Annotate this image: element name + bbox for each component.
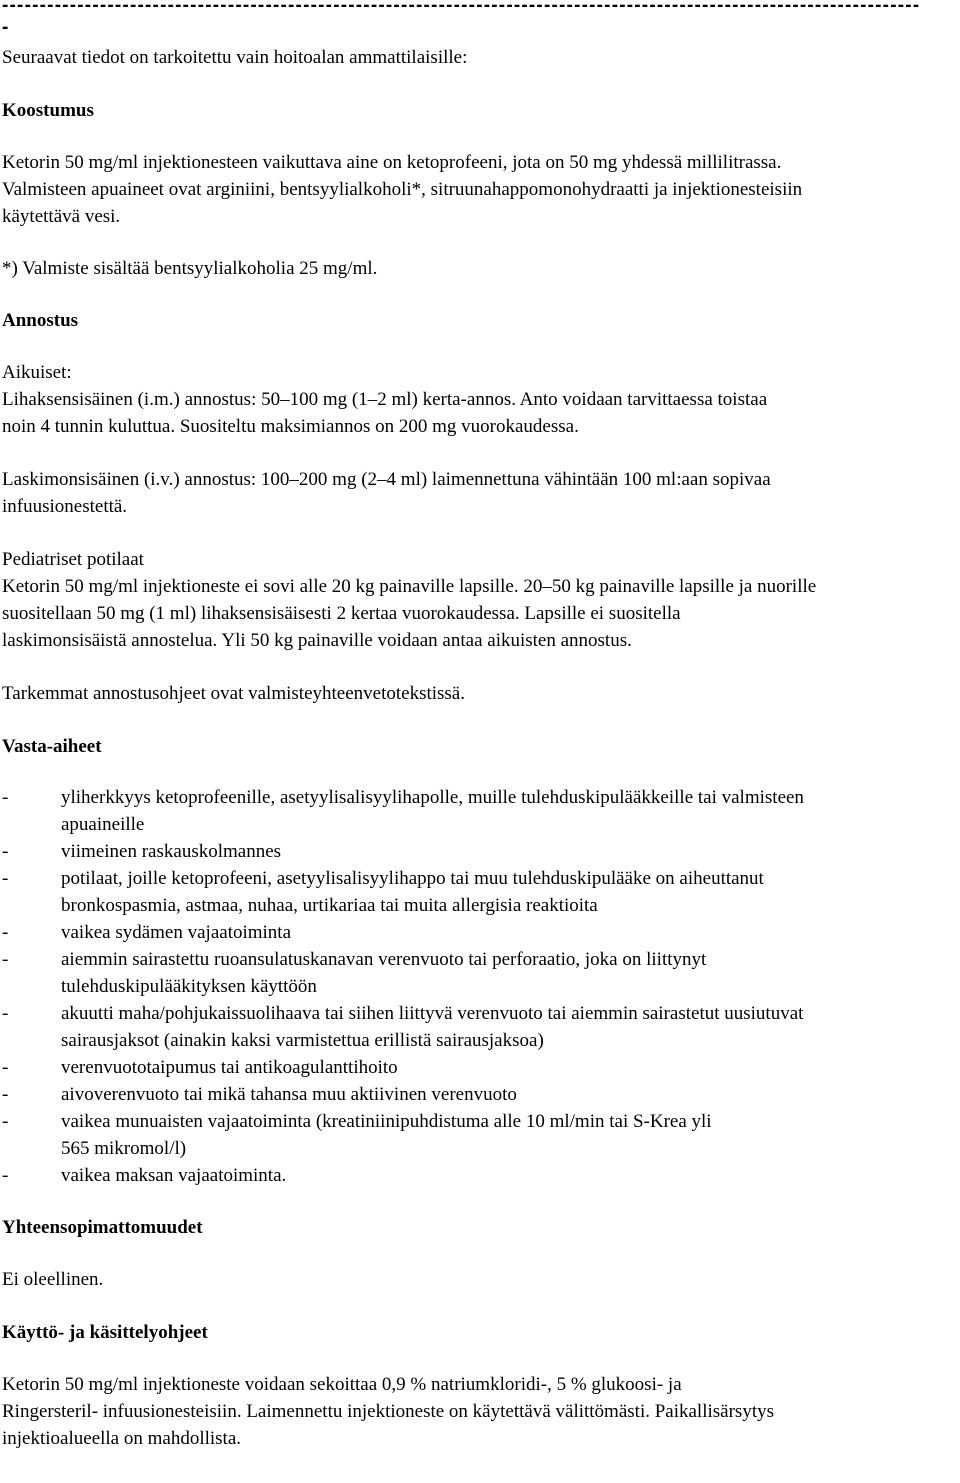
iv-dosage-line: Laskimonsisäinen (i.v.) annostus: 100–200 mg (2–4 ml) laimennettuna vähintään 100 ml:aan sopivaa (2, 469, 771, 490)
pediatric-label: Pediatriset potilaat (2, 549, 144, 570)
list-item (2, 1108, 958, 1162)
list-item-text: 565 mikromol/l) (61, 1138, 187, 1159)
koostumus-paragraph (2, 149, 958, 230)
handling-paragraph (2, 1371, 958, 1452)
list-item (2, 838, 958, 865)
koostumus-line: käytettävä vesi. (2, 206, 121, 227)
list-item-text: tulehduskipulääkityksen käyttöön (61, 976, 317, 997)
handling-line: Ketorin 50 mg/ml injektioneste voidaan sekoittaa 0,9 % natriumkloridi-, 5 % glukoosi- ja (2, 1374, 682, 1395)
list-item-text: viimeinen raskauskolmannes (61, 841, 282, 862)
list-bullet: - (2, 841, 9, 862)
list-item-text: verenvuototaipumus tai antikoagulanttihoito (61, 1057, 398, 1078)
list-bullet: - (2, 922, 9, 943)
annostus-heading: Annostus (2, 310, 79, 331)
adults-label: Aikuiset: (2, 362, 72, 383)
pediatric-line: laskimonsisäistä annostelua. Yli 50 kg painaville voidaan antaa aikuisten annostus. (2, 630, 632, 651)
list-item (2, 919, 958, 946)
list-bullet: - (2, 1084, 9, 1105)
koostumus-line: Valmisteen apuaineet ovat arginiini, bentsyylialkoholi*, sitruunahappomonohydraatti ja injektionesteisiin (2, 179, 803, 200)
list-item (2, 1081, 958, 1108)
list-item (2, 946, 958, 1000)
contraindications-list (2, 784, 958, 1189)
pediatric-paragraph (2, 573, 958, 654)
list-bullet: - (2, 1003, 9, 1024)
koostumus-note: *) Valmiste sisältää bentsyylialkoholia 25 mg/ml. (2, 258, 378, 279)
pediatric-line: Ketorin 50 mg/ml injektioneste ei sovi alle 20 kg painaville lapsille. 20–50 kg painaville lapsille ja nuorille (2, 576, 817, 597)
list-item (2, 865, 958, 919)
list-item-text: aiemmin sairastettu ruoansulatuskanavan verenvuoto tai perforaatio, joka on liittynyt (61, 949, 707, 970)
incompatibilities-heading: Yhteensopimattomuudet (2, 1217, 203, 1238)
dosage-more-info: Tarkemmat annostusohjeet ovat valmisteyhteenvetotekstissä. (2, 683, 465, 704)
list-item (2, 1000, 958, 1054)
separator-dash: - (2, 17, 9, 38)
list-bullet: - (2, 1165, 9, 1186)
list-item (2, 1162, 958, 1189)
list-bullet: - (2, 949, 9, 970)
iv-dosage-line: infuusionestettä. (2, 496, 128, 517)
list-item-text: sairausjaksot (ainakin kaksi varmistettua erillistä sairausjaksoa) (61, 1030, 544, 1051)
list-item-text: potilaat, joille ketoprofeeni, asetyylisalisyylihappo tai muu tulehduskipulääke on aiheuttanut (61, 868, 764, 889)
list-bullet: - (2, 787, 9, 808)
im-dosage-line: Lihaksensisäinen (i.m.) annostus: 50–100 mg (1–2 ml) kerta-annos. Anto voidaan tarvittaessa toistaa (2, 389, 768, 410)
iv-dosage-paragraph (2, 466, 958, 520)
koostumus-heading: Koostumus (2, 100, 94, 121)
list-bullet: - (2, 868, 9, 889)
list-item-text: yliherkkyys ketoprofeenille, asetyylisalisyylihapolle, muille tulehduskipulääkkeille tai valmisteen (61, 787, 804, 808)
dashed-separator: -------------------------------------------------------------------------------------------------------------------------- (2, 0, 921, 14)
list-item (2, 1054, 958, 1081)
handling-line: Ringersteril- infuusionesteisiin. Laimennettu injektioneste on käytettävä välittömästi. Paikallisärsytys (2, 1401, 774, 1422)
document-page (2, 0, 958, 1452)
list-item-text: aivoverenvuoto tai mikä tahansa muu aktiivinen verenvuoto (61, 1084, 517, 1105)
list-item-text: akuutti maha/pohjukaissuolihaava tai siihen liittyvä verenvuoto tai aiemmin sairastetut uusiutuvat (61, 1003, 804, 1024)
list-item-text: apuaineille (61, 814, 145, 835)
list-item-text: vaikea sydämen vajaatoiminta (61, 922, 292, 943)
handling-line: injektioalueella on mahdollista. (2, 1428, 242, 1449)
list-item-text: vaikea maksan vajaatoiminta. (61, 1165, 287, 1186)
list-bullet: - (2, 1111, 9, 1132)
contraindications-heading: Vasta-aiheet (2, 736, 102, 757)
handling-heading: Käyttö- ja käsittelyohjeet (2, 1322, 208, 1343)
list-bullet: - (2, 1057, 9, 1078)
incompatibilities-text: Ei oleellinen. (2, 1269, 104, 1290)
intro-text: Seuraavat tiedot on tarkoitettu vain hoitoalan ammattilaisille: (2, 47, 468, 68)
pediatric-line: suositellaan 50 mg (1 ml) lihaksensisäisesti 2 kertaa vuorokaudessa. Lapsille ei suositella (2, 603, 681, 624)
list-item (2, 784, 958, 838)
im-dosage-paragraph (2, 386, 958, 440)
list-item-text: bronkospasmia, astmaa, nuhaa, urtikariaa tai muita allergisia reaktioita (61, 895, 598, 916)
koostumus-line: Ketorin 50 mg/ml injektionesteen vaikuttava aine on ketoprofeeni, jota on 50 mg yhdessä millilitrassa. (2, 152, 782, 173)
im-dosage-line: noin 4 tunnin kuluttua. Suositeltu maksimiannos on 200 mg vuorokaudessa. (2, 416, 579, 437)
list-item-text: vaikea munuaisten vajaatoiminta (kreatiniinipuhdistuma alle 10 ml/min tai S-Krea yli (61, 1111, 712, 1132)
